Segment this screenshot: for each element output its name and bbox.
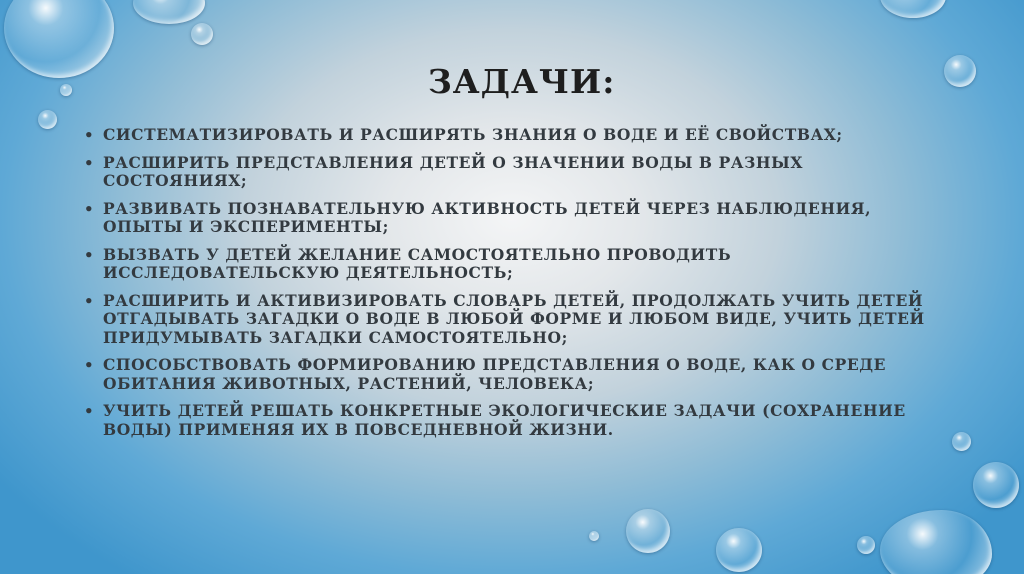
task-text: СИСТЕМАТИЗИРОВАТЬ И РАСШИРЯТЬ ЗНАНИЯ О ВОДЕ И ЕЁ СВОЙСТВАХ; [103, 125, 843, 144]
list-item [82, 154, 942, 191]
task-text: УЧИТЬ ДЕТЕЙ РЕШАТЬ КОНКРЕТНЫЕ ЭКОЛОГИЧЕСКИЕ ЗАДАЧИ (СОХРАНЕНИЕ ВОДЫ) ПРИМЕНЯЯ ИХ В ПОВСЕДНЕВНОЙ ЖИЗНИ. [103, 401, 906, 439]
bullet-icon: • [84, 153, 95, 172]
water-droplet [4, 0, 114, 78]
list-item [82, 402, 942, 439]
water-droplet [716, 528, 762, 572]
water-droplet [952, 432, 971, 451]
water-droplet [973, 462, 1019, 508]
water-droplet [857, 536, 875, 554]
bullet-icon: • [84, 245, 95, 264]
water-droplet [191, 23, 213, 45]
slide-title: ЗАДАЧИ: [428, 62, 616, 101]
list-item [82, 246, 942, 283]
task-text: РАЗВИВАТЬ ПОЗНАВАТЕЛЬНУЮ АКТИВНОСТЬ ДЕТЕЙ ЧЕРЕЗ НАБЛЮДЕНИЯ, ОПЫТЫ И ЭКСПЕРИМЕНТЫ; [103, 198, 872, 236]
bullet-icon: • [84, 356, 95, 374]
bullet-icon: • [84, 199, 95, 218]
bullet-icon: • [84, 126, 95, 144]
bullet-icon: • [84, 402, 95, 420]
bullet-icon: • [84, 291, 95, 310]
task-list [82, 126, 942, 448]
water-droplet [38, 110, 57, 129]
water-droplet [133, 0, 205, 24]
water-droplet [880, 0, 946, 18]
task-text: РАСШИРИТЬ ПРЕДСТАВЛЕНИЯ ДЕТЕЙ О ЗНАЧЕНИИ ВОДЫ В РАЗНЫХ СОСТОЯНИЯХ; [103, 152, 803, 190]
water-droplet [944, 55, 976, 87]
task-text: ВЫЗВАТЬ У ДЕТЕЙ ЖЕЛАНИЕ САМОСТОЯТЕЛЬНО ПРОВОДИТЬ ИССЛЕДОВАТЕЛЬСКУЮ ДЕЯТЕЛЬНОСТЬ; [103, 244, 732, 282]
list-item [82, 200, 942, 237]
water-droplet [589, 531, 599, 541]
list-item [82, 126, 942, 145]
water-droplet [626, 509, 670, 553]
water-droplet [60, 84, 72, 96]
water-droplet [880, 510, 992, 574]
task-text: СПОСОБСТВОВАТЬ ФОРМИРОВАНИЮ ПРЕДСТАВЛЕНИЯ О ВОДЕ, КАК О СРЕДЕ ОБИТАНИЯ ЖИВОТНЫХ, РАСТЕНИЙ, ЧЕЛОВЕКА; [103, 355, 887, 393]
task-text: РАСШИРИТЬ И АКТИВИЗИРОВАТЬ СЛОВАРЬ ДЕТЕЙ, ПРОДОЛЖАТЬ УЧИТЬ ДЕТЕЙ ОТГАДЫВАТЬ ЗАГАДКИ О ВОДЕ В ЛЮБОЙ ФОРМЕ И ЛЮБОМ ВИДЕ, УЧИТЬ ДЕТЕЙ ПРИДУМЫВАТЬ ЗАГАДКИ САМОСТОЯТЕЛЬНО; [103, 290, 925, 347]
list-item [82, 356, 942, 393]
list-item [82, 292, 942, 348]
